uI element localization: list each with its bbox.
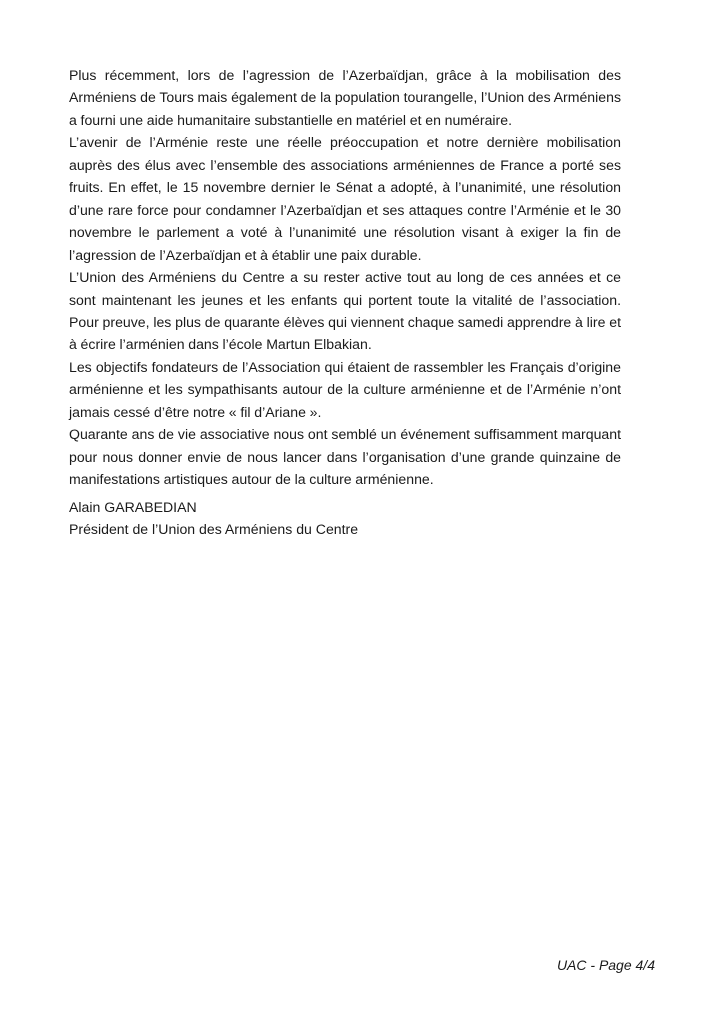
signatory-name: Alain GARABEDIAN <box>69 499 197 515</box>
page-footer: UAC - Page 4/4 <box>556 957 655 973</box>
signatory-title: Président de l’Union des Arméniens du Centre <box>69 521 359 538</box>
paragraph-union-activity: L’Union des Arméniens du Centre a su rester active tout au long de ces années et ce sont maintenant les jeunes et les enfants qui portent toute la vitalité de l’association. Pour preuve, les plus de quarante élèves qui viennent chaque samedi apprendre à lire et à écrire l’arménien dans l’école Martun Elbakian. <box>69 269 621 353</box>
letter-body <box>69 64 621 491</box>
paragraph-humanitarian-aid: Plus récemment, lors de l’agression de l’Azerbaïdjan, grâce à la mobilisation des Arméniens de Tours mais également de la population tourangelle, l’Union des Arméniens a fourni une aide humanitaire substantielle en matériel et en numéraire. <box>69 67 621 128</box>
signature-block <box>69 496 621 541</box>
paragraph-armenia-future: L’avenir de l’Arménie reste une réelle préoccupation et notre dernière mobilisation auprès des élus avec l’ensemble des associations arméniennes de France a porté ses fruits. En effet, le 15 novembre dernier le Sénat a adopté, à l’unanimité, une résolution d’une rare force pour condamner l’Azerbaïdjan et ses attaques contre l’Arménie et le 30 novembre le parlement a voté à l’unanimité une résolution visant à exiger la fin de l’agression de l’Azerbaïdjan et à établir une paix durable. <box>69 134 621 263</box>
paragraph-founding-objectives: Les objectifs fondateurs de l’Association qui étaient de rassembler les Français d’origine arménienne et les sympathisants autour de la culture arménienne et de l’Arménie n’ont jamais cessé d’être notre « fil d’Ariane ». <box>69 358 621 420</box>
paragraph-forty-years: Quarante ans de vie associative nous ont semblé un événement suffisamment marquant pour nous donner envie de nous lancer dans l’organisation d’une grande quinzaine de manifestations artistiques autour de la culture arménienne. <box>69 426 621 488</box>
